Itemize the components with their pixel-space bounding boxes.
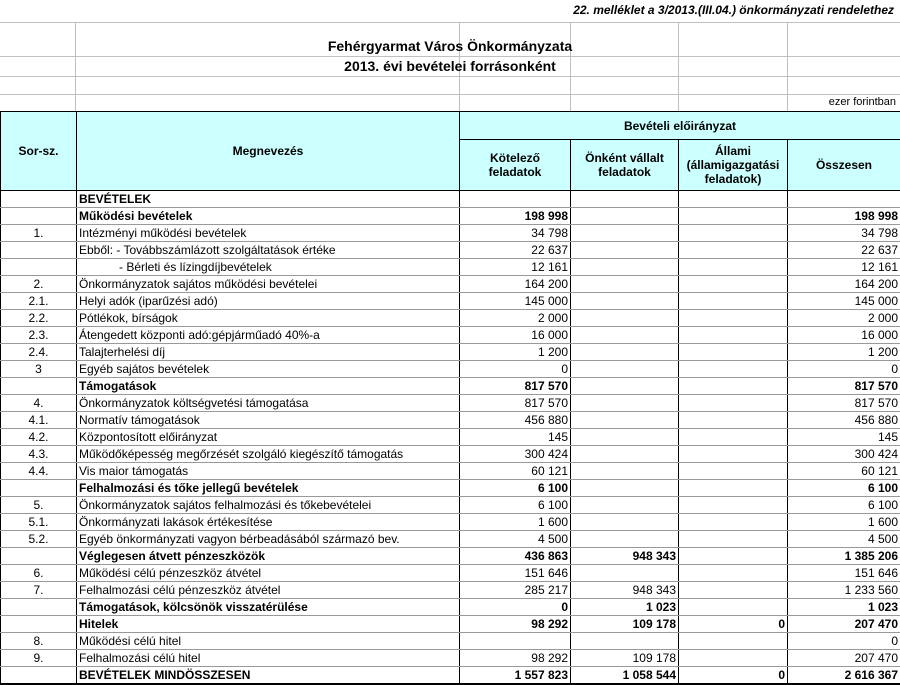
row-mandatory: 60 121 bbox=[460, 463, 571, 480]
row-total: 0 bbox=[788, 633, 900, 650]
row-voluntary bbox=[571, 412, 679, 429]
row-state bbox=[679, 276, 788, 293]
row-state: 0 bbox=[679, 616, 788, 633]
table-row bbox=[1, 497, 900, 514]
row-total: 1 200 bbox=[788, 344, 900, 361]
title-line-2: 2013. évi bevételei forrásonként bbox=[0, 56, 900, 76]
table-row bbox=[1, 446, 900, 463]
table-row bbox=[1, 208, 900, 225]
row-serial: 2.4. bbox=[1, 344, 77, 361]
row-state bbox=[679, 395, 788, 412]
table-body bbox=[1, 191, 900, 685]
row-name: - Bérleti és lízingdíjbevételek bbox=[77, 259, 460, 276]
row-state bbox=[679, 480, 788, 497]
row-serial: 4. bbox=[1, 395, 77, 412]
row-total: 145 bbox=[788, 429, 900, 446]
annex-note-text: 22. melléklet a 3/2013.(III.04.) önkormányzati rendelethez bbox=[573, 3, 894, 17]
row-total: 16 000 bbox=[788, 327, 900, 344]
row-total: 22 637 bbox=[788, 242, 900, 259]
row-serial bbox=[1, 480, 77, 497]
row-mandatory: 16 000 bbox=[460, 327, 571, 344]
row-serial bbox=[1, 191, 77, 208]
row-serial: 8. bbox=[1, 633, 77, 650]
row-mandatory: 285 217 bbox=[460, 582, 571, 599]
row-voluntary bbox=[571, 514, 679, 531]
row-state bbox=[679, 582, 788, 599]
row-total: 1 385 206 bbox=[788, 548, 900, 565]
row-voluntary: 1 023 bbox=[571, 599, 679, 616]
row-voluntary: 948 343 bbox=[571, 582, 679, 599]
row-total: 60 121 bbox=[788, 463, 900, 480]
row-name: Felhalmozási célú pénzeszköz átvétel bbox=[77, 582, 460, 599]
row-total: 2 000 bbox=[788, 310, 900, 327]
row-total: 34 798 bbox=[788, 225, 900, 242]
row-serial: 5. bbox=[1, 497, 77, 514]
row-serial: 2.1. bbox=[1, 293, 77, 310]
row-total: 198 998 bbox=[788, 208, 900, 225]
row-total bbox=[788, 191, 900, 208]
row-voluntary bbox=[571, 531, 679, 548]
sheet-gridline bbox=[0, 94, 900, 95]
row-mandatory bbox=[460, 633, 571, 650]
table-row bbox=[1, 616, 900, 633]
row-serial: 4.4. bbox=[1, 463, 77, 480]
table-row bbox=[1, 480, 900, 497]
row-voluntary bbox=[571, 395, 679, 412]
row-voluntary bbox=[571, 633, 679, 650]
row-total: 12 161 bbox=[788, 259, 900, 276]
table-row bbox=[1, 650, 900, 667]
row-total: 1 023 bbox=[788, 599, 900, 616]
row-serial bbox=[1, 378, 77, 395]
row-serial: 4.1. bbox=[1, 412, 77, 429]
row-name: Pótlékok, bírságok bbox=[77, 310, 460, 327]
row-mandatory: 145 000 bbox=[460, 293, 571, 310]
row-state: 0 bbox=[679, 667, 788, 685]
row-total: 1 600 bbox=[788, 514, 900, 531]
document-title bbox=[0, 36, 900, 76]
row-serial bbox=[1, 208, 77, 225]
row-total: 6 100 bbox=[788, 497, 900, 514]
row-state bbox=[679, 208, 788, 225]
row-state bbox=[679, 225, 788, 242]
row-state bbox=[679, 293, 788, 310]
row-total: 164 200 bbox=[788, 276, 900, 293]
row-serial: 5.1. bbox=[1, 514, 77, 531]
row-serial bbox=[1, 242, 77, 259]
row-mandatory: 1 600 bbox=[460, 514, 571, 531]
row-total: 0 bbox=[788, 361, 900, 378]
row-serial: 3 bbox=[1, 361, 77, 378]
row-voluntary bbox=[571, 208, 679, 225]
row-total: 300 424 bbox=[788, 446, 900, 463]
table-row bbox=[1, 633, 900, 650]
row-name: Önkormányzatok sajátos felhalmozási és tőkebevételei bbox=[77, 497, 460, 514]
row-voluntary bbox=[571, 293, 679, 310]
table-row bbox=[1, 344, 900, 361]
row-mandatory: 0 bbox=[460, 599, 571, 616]
table-row bbox=[1, 242, 900, 259]
header-name: Megnevezés bbox=[77, 112, 460, 191]
row-state bbox=[679, 565, 788, 582]
row-state bbox=[679, 463, 788, 480]
row-name: Önkormányzatok költségvetési támogatása bbox=[77, 395, 460, 412]
row-voluntary bbox=[571, 480, 679, 497]
row-state bbox=[679, 633, 788, 650]
row-state bbox=[679, 599, 788, 616]
row-serial: 9. bbox=[1, 650, 77, 667]
row-mandatory: 436 863 bbox=[460, 548, 571, 565]
row-voluntary: 109 178 bbox=[571, 650, 679, 667]
row-name: Működési célú hitel bbox=[77, 633, 460, 650]
sheet-gridline bbox=[0, 76, 900, 77]
row-serial bbox=[1, 548, 77, 565]
row-mandatory: 164 200 bbox=[460, 276, 571, 293]
row-mandatory: 1 200 bbox=[460, 344, 571, 361]
row-voluntary: 109 178 bbox=[571, 616, 679, 633]
row-state bbox=[679, 378, 788, 395]
table-row bbox=[1, 514, 900, 531]
row-state bbox=[679, 242, 788, 259]
row-voluntary bbox=[571, 497, 679, 514]
table-row bbox=[1, 327, 900, 344]
table-row bbox=[1, 531, 900, 548]
row-name: Támogatások, kölcsönök visszatérülése bbox=[77, 599, 460, 616]
row-total: 456 880 bbox=[788, 412, 900, 429]
row-name: BEVÉTELEK bbox=[77, 191, 460, 208]
row-mandatory: 817 570 bbox=[460, 395, 571, 412]
row-state bbox=[679, 548, 788, 565]
row-state bbox=[679, 327, 788, 344]
row-mandatory: 300 424 bbox=[460, 446, 571, 463]
row-serial bbox=[1, 599, 77, 616]
row-serial: 7. bbox=[1, 582, 77, 599]
row-state bbox=[679, 650, 788, 667]
row-voluntary bbox=[571, 327, 679, 344]
table-row bbox=[1, 395, 900, 412]
row-name: Talajterhelési díj bbox=[77, 344, 460, 361]
row-mandatory bbox=[460, 191, 571, 208]
row-name: Ebből: - Továbbszámlázott szolgáltatások értéke bbox=[77, 242, 460, 259]
row-total: 151 646 bbox=[788, 565, 900, 582]
table-row bbox=[1, 582, 900, 599]
row-name: Vis maior támogatás bbox=[77, 463, 460, 480]
row-total: 207 470 bbox=[788, 616, 900, 633]
row-serial: 1. bbox=[1, 225, 77, 242]
row-name: Hitelek bbox=[77, 616, 460, 633]
row-total: 817 570 bbox=[788, 395, 900, 412]
row-total: 1 233 560 bbox=[788, 582, 900, 599]
row-voluntary bbox=[571, 565, 679, 582]
table-row bbox=[1, 310, 900, 327]
row-total: 6 100 bbox=[788, 480, 900, 497]
table-row bbox=[1, 361, 900, 378]
table-row bbox=[1, 667, 900, 685]
row-state bbox=[679, 497, 788, 514]
table-row bbox=[1, 276, 900, 293]
row-state bbox=[679, 531, 788, 548]
row-mandatory: 198 998 bbox=[460, 208, 571, 225]
unit-label: ezer forintban bbox=[829, 96, 896, 108]
row-state bbox=[679, 259, 788, 276]
table-header bbox=[1, 112, 900, 191]
row-mandatory: 12 161 bbox=[460, 259, 571, 276]
table-row bbox=[1, 599, 900, 616]
row-state bbox=[679, 446, 788, 463]
table-row bbox=[1, 463, 900, 480]
table-row bbox=[1, 548, 900, 565]
row-total: 145 000 bbox=[788, 293, 900, 310]
table-row bbox=[1, 225, 900, 242]
row-name: Működési bevételek bbox=[77, 208, 460, 225]
row-name: Önkormányzatok sajátos működési bevételei bbox=[77, 276, 460, 293]
header-state: Állami (államigazgatási feladatok) bbox=[679, 140, 788, 191]
row-name: Intézményi működési bevételek bbox=[77, 225, 460, 242]
row-serial: 6. bbox=[1, 565, 77, 582]
header-group: Bevételi előirányzat bbox=[460, 112, 900, 140]
row-mandatory: 1 557 823 bbox=[460, 667, 571, 685]
row-serial: 5.2. bbox=[1, 531, 77, 548]
row-voluntary: 948 343 bbox=[571, 548, 679, 565]
row-voluntary bbox=[571, 463, 679, 480]
row-name: Felhalmozási célú hitel bbox=[77, 650, 460, 667]
row-voluntary bbox=[571, 242, 679, 259]
row-name: BEVÉTELEK MINDÖSSZESEN bbox=[77, 667, 460, 685]
annex-note bbox=[0, 0, 900, 23]
row-serial bbox=[1, 667, 77, 685]
table-row bbox=[1, 412, 900, 429]
revenue-table bbox=[0, 111, 900, 685]
row-serial: 4.2. bbox=[1, 429, 77, 446]
row-serial: 4.3. bbox=[1, 446, 77, 463]
row-total: 207 470 bbox=[788, 650, 900, 667]
row-name: Véglegesen átvett pénzeszközök bbox=[77, 548, 460, 565]
row-mandatory: 145 bbox=[460, 429, 571, 446]
row-state bbox=[679, 310, 788, 327]
row-mandatory: 22 637 bbox=[460, 242, 571, 259]
table-row bbox=[1, 565, 900, 582]
header-mandatory: Kötelező feladatok bbox=[460, 140, 571, 191]
row-mandatory: 98 292 bbox=[460, 650, 571, 667]
row-voluntary bbox=[571, 276, 679, 293]
table-row bbox=[1, 378, 900, 395]
row-mandatory: 817 570 bbox=[460, 378, 571, 395]
row-name: Felhalmozási és tőke jellegű bevételek bbox=[77, 480, 460, 497]
table-row bbox=[1, 293, 900, 310]
row-mandatory: 98 292 bbox=[460, 616, 571, 633]
row-serial: 2.2. bbox=[1, 310, 77, 327]
row-mandatory: 4 500 bbox=[460, 531, 571, 548]
row-voluntary bbox=[571, 378, 679, 395]
row-voluntary bbox=[571, 446, 679, 463]
row-state bbox=[679, 514, 788, 531]
row-voluntary bbox=[571, 225, 679, 242]
row-total: 4 500 bbox=[788, 531, 900, 548]
title-line-1: Fehérgyarmat Város Önkormányzata bbox=[0, 36, 900, 56]
row-state bbox=[679, 191, 788, 208]
row-name: Működőképesség megőrzését szolgáló kiegészítő támogatás bbox=[77, 446, 460, 463]
row-name: Működési célú pénzeszköz átvétel bbox=[77, 565, 460, 582]
row-serial: 2. bbox=[1, 276, 77, 293]
row-name: Támogatások bbox=[77, 378, 460, 395]
row-voluntary bbox=[571, 259, 679, 276]
row-state bbox=[679, 361, 788, 378]
row-name: Átengedett központi adó:gépjárműadó 40%-a bbox=[77, 327, 460, 344]
row-name: Központosított előirányzat bbox=[77, 429, 460, 446]
row-voluntary bbox=[571, 429, 679, 446]
row-name: Önkormányzati lakások értékesítése bbox=[77, 514, 460, 531]
row-voluntary bbox=[571, 344, 679, 361]
row-mandatory: 6 100 bbox=[460, 480, 571, 497]
row-name: Normatív támogatások bbox=[77, 412, 460, 429]
row-mandatory: 34 798 bbox=[460, 225, 571, 242]
row-name: Helyi adók (iparűzési adó) bbox=[77, 293, 460, 310]
header-total: Összesen bbox=[788, 140, 900, 191]
row-voluntary: 1 058 544 bbox=[571, 667, 679, 685]
row-voluntary bbox=[571, 361, 679, 378]
row-serial: 2.3. bbox=[1, 327, 77, 344]
row-serial bbox=[1, 259, 77, 276]
row-mandatory: 0 bbox=[460, 361, 571, 378]
row-name: Egyéb önkormányzati vagyon bérbeadásából származó bev. bbox=[77, 531, 460, 548]
row-mandatory: 456 880 bbox=[460, 412, 571, 429]
table-row bbox=[1, 259, 900, 276]
row-state bbox=[679, 429, 788, 446]
row-name: Egyéb sajátos bevételek bbox=[77, 361, 460, 378]
row-mandatory: 151 646 bbox=[460, 565, 571, 582]
row-state bbox=[679, 344, 788, 361]
row-mandatory: 2 000 bbox=[460, 310, 571, 327]
row-total: 2 616 367 bbox=[788, 667, 900, 685]
row-mandatory: 6 100 bbox=[460, 497, 571, 514]
header-voluntary: Önként vállalt feladatok bbox=[571, 140, 679, 191]
header-serial: Sor-sz. bbox=[1, 112, 77, 191]
row-serial bbox=[1, 616, 77, 633]
table-row bbox=[1, 429, 900, 446]
row-state bbox=[679, 412, 788, 429]
row-total: 817 570 bbox=[788, 378, 900, 395]
row-voluntary bbox=[571, 310, 679, 327]
table-row bbox=[1, 191, 900, 208]
row-voluntary bbox=[571, 191, 679, 208]
